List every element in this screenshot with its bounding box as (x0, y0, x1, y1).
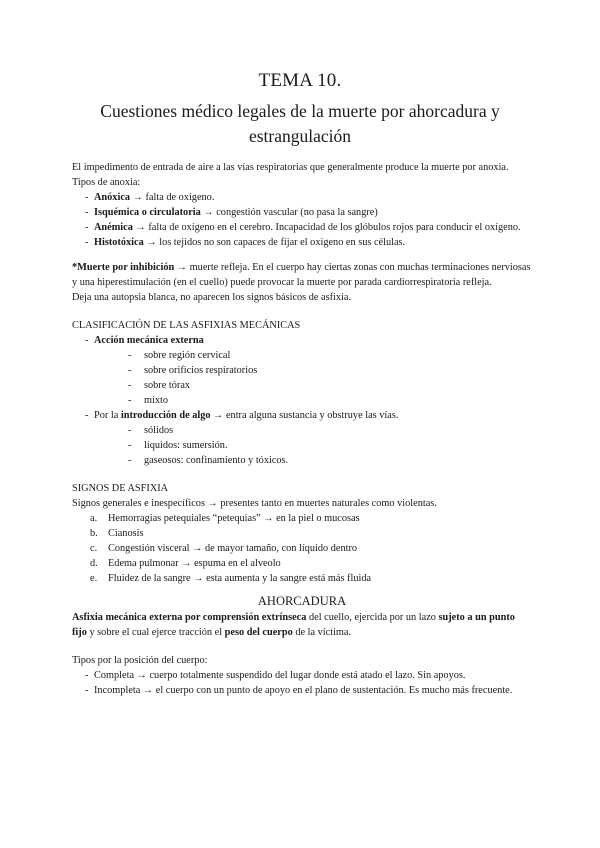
list-item: - Acción mecánica externa - sobre región cervical - sobre orificios respiratorios - sobre tórax - mixto (72, 333, 532, 408)
list-item: - Histotóxica → los tejidos no son capaces de fijar el oxígeno en sus células. (72, 235, 532, 250)
list-item: - Completa → cuerpo totalmente suspendido del lugar donde está atado el lazo. Sin apoyos. (72, 668, 532, 683)
list-item: - Anóxica → falta de oxígeno. (72, 190, 532, 205)
sub-list (94, 423, 532, 468)
list-item: b. Cianosis (90, 528, 144, 539)
list-item: - sólidos (128, 423, 532, 438)
list-item: - Incompleta → el cuerpo con un punto de apoyo en el plano de sustentación. Es mucho más frecuente. (72, 683, 532, 698)
document-body (72, 160, 532, 698)
signos-list (72, 511, 532, 586)
term: Muerte por inhibición (77, 262, 175, 273)
anoxia-list (72, 190, 532, 250)
clasificacion-list (72, 333, 532, 468)
inhibicion-paragraph: *Muerte por inhibición → muerte refleja. En el cuerpo hay ciertas zonas con muchas terminaciones nerviosas y una hiperestimulación (en el cuello) puede provocar la muerte por parada cardiorrespiratoria refleja. (72, 262, 531, 288)
list-item: - sobre orificios respiratorios (128, 363, 532, 378)
list-item: c. Congestión visceral → de mayor tamaño, con líquido dentro (90, 543, 358, 554)
ahorcadura-definition: Asfixia mecánica externa por comprensión extrínseca del cuello, ejercida por un lazo sujeto a un punto fijo y sobre el cual ejerce tracción el peso del cuerpo de la víctima. (72, 612, 515, 638)
list-item: a. Hemorragias petequiales “petequias” → en la piel o mucosas (90, 513, 360, 524)
list-item: - líquidos: sumersión. (128, 438, 532, 453)
ahorcadura-heading: AHORCADURA (257, 594, 347, 608)
intro-paragraph: El impedimento de entrada de aire a las vías respiratorias que generalmente produce la muerte por anoxia. Tipos de anoxia: (72, 162, 509, 188)
section-heading: CLASIFICACIÓN DE LAS ASFIXIAS MECÁNICAS (72, 320, 301, 331)
list-item: e. Fluidez de la sangre → esta aumenta y la sangre está más fluida (90, 573, 372, 584)
tipos-list (72, 668, 532, 698)
tipos-heading: Tipos por la posición del cuerpo: (72, 655, 208, 666)
term: Anémica (94, 222, 133, 233)
signos-intro: Signos generales e inespecíficos → presentes tanto en muertes naturales como violentas. (72, 498, 437, 509)
list-item: d. Edema pulmonar → espuma en el alveolo (90, 558, 281, 569)
page-subtitle: Cuestiones médico legales de la muerte por ahorcadura y estrangulación (100, 101, 500, 146)
section-heading: SIGNOS DE ASFIXIA (72, 483, 169, 494)
page-title: TEMA 10. (258, 70, 342, 91)
inhibicion-note: Deja una autopsia blanca, no aparecen los signos básicos de asfixia. (72, 292, 352, 303)
sub-list (94, 348, 532, 408)
term: Anóxica (94, 192, 131, 203)
list-item: - Por la introducción de algo → entra alguna sustancia y obstruye las vías. - sólidos - líquidos: sumersión. - gaseosos: confinamiento y tóxicos. (72, 408, 532, 468)
list-item: - Isquémica o circulatoria → congestión vascular (no pasa la sangre) (72, 205, 532, 220)
term: Histotóxica (94, 237, 144, 248)
list-item: - sobre tórax (128, 378, 532, 393)
term: Isquémica o circulatoria (94, 207, 201, 218)
list-item: - Anémica → falta de oxígeno en el cerebro. Incapacidad de los glóbulos rojos para conducir el oxígeno. (72, 220, 532, 235)
list-item: - mixto (128, 393, 532, 408)
list-item: - gaseosos: confinamiento y tóxicos. (128, 453, 532, 468)
list-item: - sobre región cervical (128, 348, 532, 363)
